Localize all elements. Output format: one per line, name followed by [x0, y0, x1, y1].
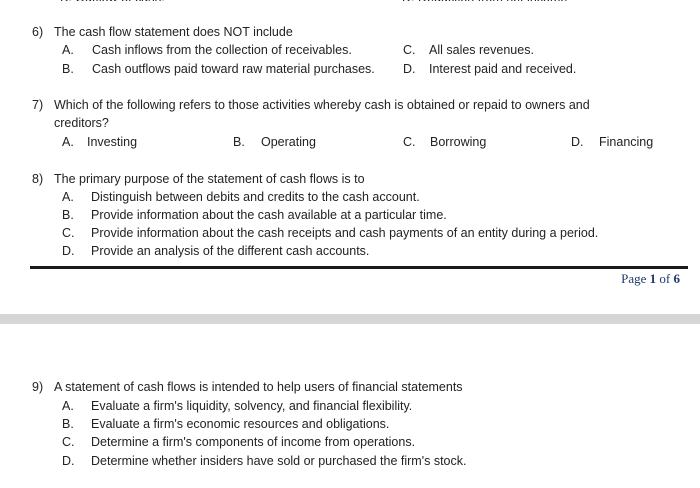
question-stem: A statement of cash flows is intended to help users of financial statements — [54, 380, 463, 394]
option-text: Determine a firm's components of income from operations. — [91, 435, 416, 449]
option-letter: B. — [62, 417, 74, 431]
option-letter: C. — [62, 226, 75, 240]
option-text: Operating — [261, 135, 316, 149]
question-number: 6) — [32, 25, 44, 39]
option-letter: A. — [62, 399, 74, 413]
option-text: Provide information about the cash receipts and cash payments of an entity during a period. — [91, 226, 599, 240]
option-text: Financing — [599, 135, 654, 149]
question-number: 8) — [32, 172, 44, 186]
question-stem-line-2: creditors? — [54, 116, 109, 130]
option-letter: D. — [62, 454, 75, 468]
question-stem: The primary purpose of the statement of cash flows is to — [54, 172, 365, 186]
option-letter: A. — [62, 135, 74, 149]
option-letter: A. — [62, 43, 74, 57]
page-of: of — [659, 271, 671, 286]
page-label: Page — [621, 271, 647, 286]
option-letter: C. — [403, 43, 416, 57]
option-text: Cash outflows paid toward raw material purchases. — [92, 62, 375, 76]
option-letter: D. — [62, 244, 75, 258]
page-separator — [0, 314, 700, 324]
option-text: Distinguish between debits and credits to the cash account. — [91, 190, 420, 204]
option-text: Cash inflows from the collection of receivables. — [92, 43, 352, 57]
question-stem: The cash flow statement does NOT include — [54, 25, 293, 39]
option-letter: B. — [233, 135, 245, 149]
question-stem-line-1: Which of the following refers to those activities whereby cash is obtained or repaid to owners and — [54, 98, 590, 112]
option-letter: D. — [403, 62, 416, 76]
option-letter: C. — [62, 435, 75, 449]
question-number: 7) — [32, 98, 44, 112]
option-letter: C. — [403, 135, 416, 149]
option-letter: D. — [571, 135, 584, 149]
page-total: 6 — [673, 271, 680, 286]
page-number — [621, 271, 680, 287]
option-text: Determine whether insiders have sold or purchased the firm's stock. — [91, 454, 467, 468]
page-bottom-rule — [30, 266, 688, 269]
option-letter: B. — [62, 208, 74, 222]
cutoff-right-option — [402, 0, 682, 1]
cutoff-left-option — [60, 0, 360, 1]
option-text: Provide an analysis of the different cash accounts. — [91, 244, 370, 258]
option-text: Investing — [87, 135, 138, 149]
option-letter: A. — [62, 190, 74, 204]
page-current: 1 — [649, 271, 657, 286]
option-letter: B. — [62, 62, 74, 76]
question-number: 9) — [32, 380, 44, 394]
option-text: Provide information about the cash available at a particular time. — [91, 208, 447, 222]
option-text: Borrowing — [430, 135, 487, 149]
option-text: Interest paid and received. — [429, 62, 577, 76]
option-text: Evaluate a firm's economic resources and obligations. — [91, 417, 390, 431]
option-text: All sales revenues. — [429, 43, 534, 57]
option-text: Evaluate a firm's liquidity, solvency, and financial flexibility. — [91, 399, 413, 413]
